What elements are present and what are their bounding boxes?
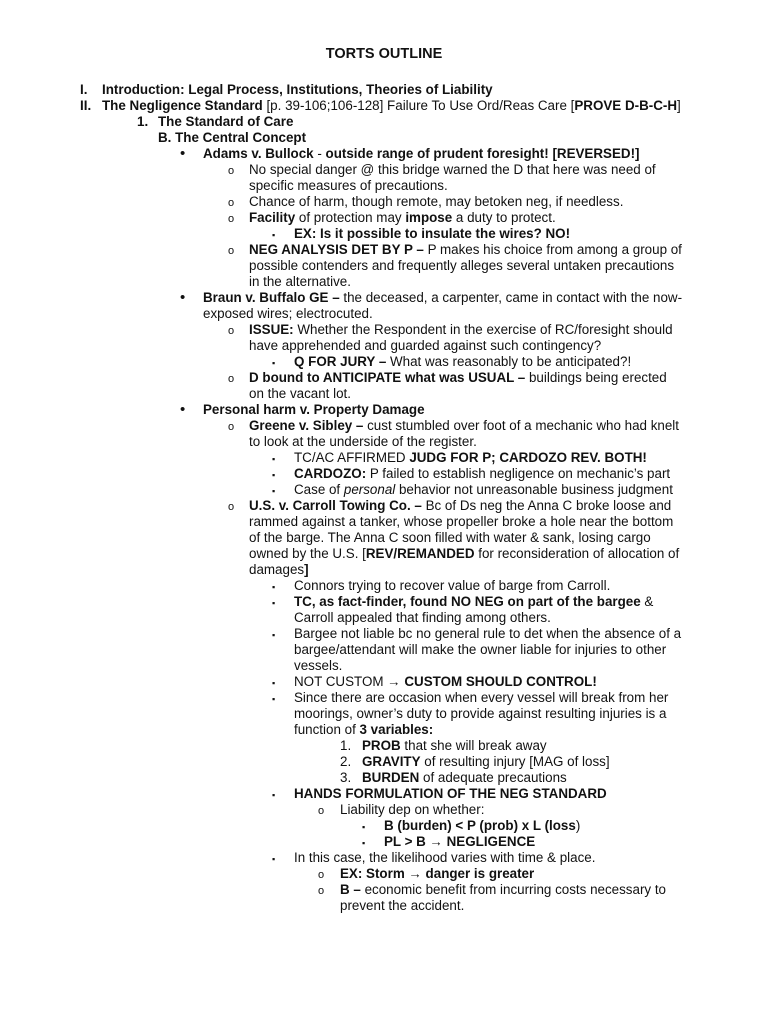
- bullet-square: ▪: [272, 486, 276, 496]
- adams-neg-line-1: [249, 242, 682, 258]
- carroll-b2-a: &: [640, 594, 654, 609]
- braun-jury-text: What was reasonably to be anticipated?!: [386, 354, 632, 369]
- variable-2: [362, 754, 610, 770]
- greene-cardozo-label: CARDOZO:: [294, 466, 367, 481]
- bullet-circle: o: [228, 165, 235, 177]
- bullet-circle: o: [228, 213, 235, 225]
- adams-neg-text: P makes his choice from among a group of: [423, 242, 682, 257]
- hands-formulation: HANDS FORMULATION OF THE NEG STANDARD: [294, 786, 607, 801]
- bullet-square: ▪: [272, 454, 276, 464]
- bullet-circle: o: [228, 501, 235, 513]
- greene-case-c: behavior not unreasonable business judgment: [395, 482, 673, 497]
- braun-jury-label: Q FOR JURY –: [294, 354, 387, 369]
- section-2-close: ]: [677, 98, 681, 113]
- adams-point-3: [249, 210, 556, 226]
- bullet-square: ▪: [272, 854, 276, 864]
- burden-line-2: prevent the accident.: [340, 898, 465, 913]
- adams-case-line: [203, 146, 640, 162]
- braun-d-text: buildings being erected: [525, 370, 667, 385]
- burden-text: economic benefit from incurring costs necessary to: [360, 882, 666, 897]
- bullet-circle: o: [228, 245, 235, 257]
- carroll-l4-a: owned by the U.S. [: [249, 546, 366, 561]
- variable-2-bold: GRAVITY: [362, 754, 421, 769]
- greene-case-name: Greene v. Sibley –: [249, 418, 364, 433]
- braun-issue-line-1: [249, 322, 673, 338]
- carroll-b5-line-1: Since there are occasion when every vessel will break from her: [294, 690, 669, 705]
- carroll-b2-line-1: [294, 594, 653, 610]
- variable-2-number: 2.: [340, 754, 352, 769]
- section-2-number: II.: [80, 98, 92, 113]
- greene-case-a: Case of: [294, 482, 344, 497]
- carroll-likelihood: In this case, the likelihood varies with time & place.: [294, 850, 596, 865]
- subsection-1-number: 1.: [137, 114, 149, 129]
- subsection-b-title: B. The Central Concept: [158, 130, 307, 145]
- adams-sep: -: [313, 146, 326, 161]
- carroll-b5-line-3: [294, 722, 433, 738]
- section-1-number: I.: [80, 82, 88, 97]
- greene-line-2: to look at the underside of the register.: [249, 434, 477, 449]
- bullet-square: ▪: [272, 358, 276, 368]
- carroll-b5-l3b: 3 variables:: [359, 722, 434, 737]
- variable-3: [362, 770, 567, 786]
- variable-3-number: 3.: [340, 770, 352, 785]
- carroll-b3-line-3: vessels.: [294, 658, 343, 673]
- carroll-b3-line-2: bargee/attendant will make the owner liable for injuries to other: [294, 642, 667, 657]
- bullet-dot: •: [180, 401, 186, 418]
- braun-d-bold: D bound to ANTICIPATE what was USUAL –: [249, 370, 526, 385]
- formula-1-bold: B (burden) < P (prob) x L (loss: [384, 818, 576, 833]
- adams-facility: Facility: [249, 210, 296, 225]
- adams-p3-b: of protection may: [295, 210, 406, 225]
- bullet-circle: o: [228, 325, 235, 337]
- carroll-l4-c: for reconsideration of allocation of: [474, 546, 680, 561]
- braun-jury: [294, 354, 631, 370]
- variable-3-bold: BURDEN: [362, 770, 420, 785]
- braun-issue-label: ISSUE:: [249, 322, 294, 337]
- adams-impose: impose: [405, 210, 453, 225]
- bullet-square: ▪: [362, 822, 366, 832]
- storm-example: EX: Storm → danger is greater: [340, 866, 535, 881]
- formula-1: [384, 818, 580, 834]
- braun-line-2: exposed wires; electrocuted.: [203, 306, 373, 321]
- variable-3-text: of adequate precautions: [419, 770, 567, 785]
- bullet-square: ▪: [362, 838, 366, 848]
- carroll-b3-line-1: Bargee not liable bc no general rule to det when the absence of a: [294, 626, 682, 641]
- carroll-l5-b: ]: [304, 562, 309, 577]
- adams-case-name: Adams v. Bullock: [203, 146, 314, 161]
- section-2-prove: PROVE D-B-C-H: [574, 98, 678, 113]
- greene-text: cust stumbled over foot of a mechanic who had knelt: [363, 418, 679, 433]
- braun-issue-text: Whether the Respondent in the exercise of RC/foresight should: [293, 322, 673, 337]
- greene-tc: [294, 450, 647, 466]
- carroll-b4: [294, 674, 597, 690]
- section-1-title: Introduction: Legal Process, Institutions, Theories of Liability: [102, 82, 493, 97]
- greene-cardozo-text: P failed to establish negligence on mechanic’s part: [366, 466, 671, 481]
- bullet-square: ▪: [272, 598, 276, 608]
- carroll-b2-bold: TC, as fact-finder, found NO NEG on part of the bargee: [294, 594, 641, 609]
- bullet-square: ▪: [272, 790, 276, 800]
- greene-cardozo: [294, 466, 670, 482]
- braun-line-1: [203, 290, 682, 306]
- bullet-circle: o: [228, 373, 235, 385]
- section-2-cite: [p. 39-106;106-128] Failure To Use Ord/Reas Care [: [262, 98, 575, 113]
- greene-tc-a: TC/AC AFFIRMED: [294, 450, 410, 465]
- bullet-circle: o: [318, 885, 325, 897]
- subsection-1-title: The Standard of Care: [158, 114, 294, 129]
- bullet-circle: o: [318, 805, 325, 817]
- bullet-square: ▪: [272, 678, 276, 688]
- greene-case-personal: personal: [343, 482, 396, 497]
- adams-example: EX: Is it possible to insulate the wires? NO!: [294, 226, 571, 241]
- carroll-b5-line-2: moorings, owner’s duty to provide against resulting injuries is a: [294, 706, 667, 721]
- carroll-remanded: REV/REMANDED: [365, 546, 475, 561]
- bullet-circle: o: [318, 869, 325, 881]
- bullet-circle: o: [228, 421, 235, 433]
- bullet-square: ▪: [272, 630, 276, 640]
- variable-2-text: of resulting injury [MAG of loss]: [420, 754, 610, 769]
- carroll-b1: Connors trying to recover value of barge from Carroll.: [294, 578, 611, 593]
- formula-2: PL > B → NEGLIGENCE: [384, 834, 536, 849]
- braun-issue-line-2: have apprehended and guarded against such contingency?: [249, 338, 602, 353]
- adams-neg-bold: NEG ANALYSIS DET BY P –: [249, 242, 424, 257]
- bullet-circle: o: [228, 197, 235, 209]
- adams-point-1-line-2: specific measures of precautions.: [249, 178, 448, 193]
- document-title: TORTS OUTLINE: [325, 46, 443, 62]
- formula-1-tail: ): [575, 818, 581, 833]
- carroll-b5-l3a: function of: [294, 722, 360, 737]
- carroll-line-1: [249, 498, 671, 514]
- bullet-square: ▪: [272, 582, 276, 592]
- carroll-b4-b: CUSTOM SHOULD CONTROL!: [404, 674, 597, 689]
- adams-holding: outside range of prudent foresight! [REVERSED!]: [325, 146, 640, 161]
- personal-heading: Personal harm v. Property Damage: [203, 402, 425, 417]
- braun-text: the deceased, a carpenter, came in contact with the now-: [339, 290, 683, 305]
- carroll-line-3: of the barge. The Anna C soon filled with water & sank, losing cargo: [249, 530, 651, 545]
- adams-neg-line-3: in the alternative.: [249, 274, 351, 289]
- liability-line: Liability dep on whether:: [340, 802, 485, 817]
- carroll-l5-a: damages: [249, 562, 305, 577]
- adams-p3-d: a duty to protect.: [452, 210, 556, 225]
- bullet-dot: •: [180, 289, 186, 306]
- braun-d-line-2: on the vacant lot.: [249, 386, 351, 401]
- bullet-dot: •: [180, 145, 186, 162]
- burden-line-1: [340, 882, 666, 898]
- carroll-case-name: U.S. v. Carroll Towing Co. –: [249, 498, 422, 513]
- braun-d-line-1: [249, 370, 667, 386]
- carroll-b4-a: NOT CUSTOM →: [294, 674, 405, 689]
- bullet-square: ▪: [272, 694, 276, 704]
- carroll-b2-line-2: Carroll appealed that finding among others.: [294, 610, 551, 625]
- variable-1-text: that she will break away: [400, 738, 547, 753]
- greene-case: [294, 482, 673, 498]
- bullet-square: ▪: [272, 470, 276, 480]
- bullet-square: ▪: [272, 230, 276, 240]
- variable-1-number: 1.: [340, 738, 352, 753]
- variable-1: [362, 738, 547, 754]
- variable-1-bold: PROB: [362, 738, 401, 753]
- braun-case-name: Braun v. Buffalo GE –: [203, 290, 340, 305]
- adams-point-1-line-1: No special danger @ this bridge warned the D that here was need of: [249, 162, 656, 177]
- adams-point-2: Chance of harm, though remote, may betoken neg, if needless.: [249, 194, 624, 209]
- carroll-line-4: [249, 546, 679, 562]
- carroll-text: Bc of Ds neg the Anna C broke loose and: [421, 498, 672, 513]
- greene-line-1: [249, 418, 679, 434]
- adams-neg-line-2: possible contenders and frequently alleges several untaken precautions: [249, 258, 675, 273]
- carroll-line-5: [249, 562, 309, 578]
- section-2-heading: [102, 98, 681, 114]
- burden-bold: B –: [340, 882, 361, 897]
- greene-tc-b: JUDG FOR P; CARDOZO REV. BOTH!: [409, 450, 647, 465]
- carroll-line-2: rammed against a tanker, whose propeller broke a hole near the bottom: [249, 514, 674, 529]
- section-2-title: The Negligence Standard: [102, 98, 263, 113]
